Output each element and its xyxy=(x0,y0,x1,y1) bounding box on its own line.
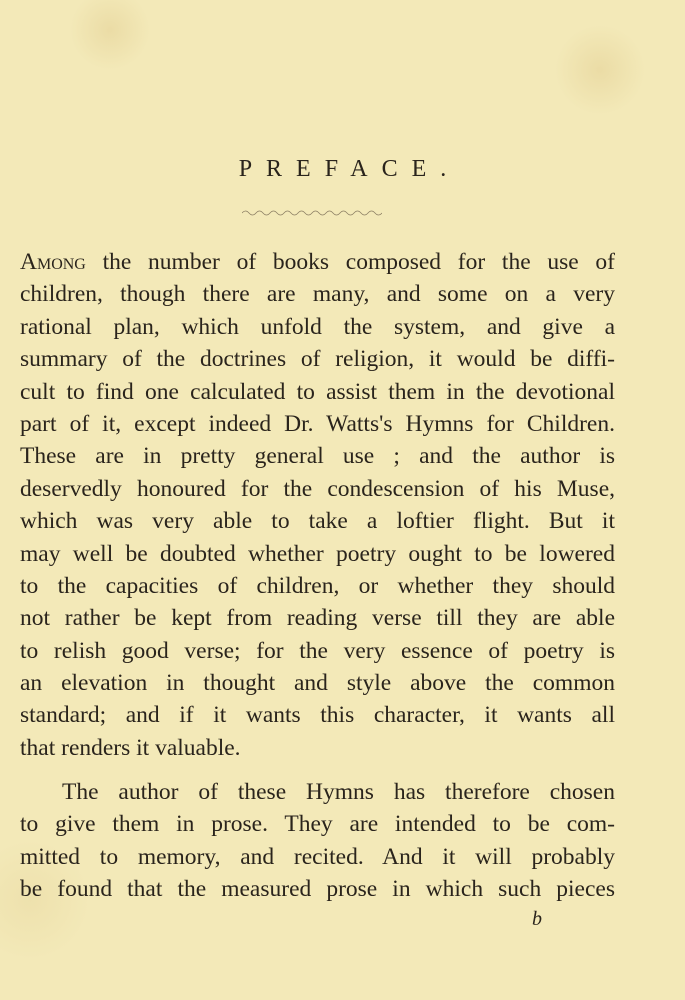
text-line: mitted to memory, and recited. And it will probably xyxy=(20,843,615,870)
text-line: be found that the measured prose in which such pieces xyxy=(20,876,615,903)
drop-word: Among xyxy=(20,249,86,275)
text-line: The author of these Hymns has therefore chosen xyxy=(62,779,615,805)
text-line: to the capacities of children, or whether they should xyxy=(20,572,615,599)
text-line: to relish good verse; for the very essence of poetry is xyxy=(20,637,615,664)
text-line xyxy=(20,246,615,278)
ornamental-rule xyxy=(242,208,382,218)
signature-mark: b xyxy=(532,908,542,930)
text-line: which was very able to take a loftier flight. But it xyxy=(20,508,615,535)
text-line: part of it, except indeed Dr. Watts's Hymns for Children. xyxy=(20,410,615,437)
text-line: rational plan, which unfold the system, and give a xyxy=(20,313,615,340)
text-line: These are in pretty general use ; and the author is xyxy=(20,443,615,470)
text-line: that renders it valuable. xyxy=(20,734,241,761)
text-line: children, though there are many, and some on a very xyxy=(20,281,615,308)
preface-paragraph-2 xyxy=(20,776,615,906)
page-heading: PREFACE. xyxy=(238,156,461,182)
text-line: standard; and if it wants this character, it wants all xyxy=(20,702,615,729)
text-line: not rather be kept from reading verse till they are able xyxy=(20,605,615,632)
text-line: may well be doubted whether poetry ought to be lowered xyxy=(20,540,615,567)
preface-paragraph-1 xyxy=(20,246,615,764)
text-line: summary of the doctrines of religion, it would be diffi- xyxy=(20,346,615,373)
text-line: an elevation in thought and style above the common xyxy=(20,670,615,697)
text-line: cult to find one calculated to assist them in the devotional xyxy=(20,378,615,405)
line-text: the number of books composed for the use of xyxy=(85,249,615,275)
text-line: to give them in prose. They are intended to be com- xyxy=(20,811,615,838)
text-line: deservedly honoured for the condescension of his Muse, xyxy=(20,475,615,502)
